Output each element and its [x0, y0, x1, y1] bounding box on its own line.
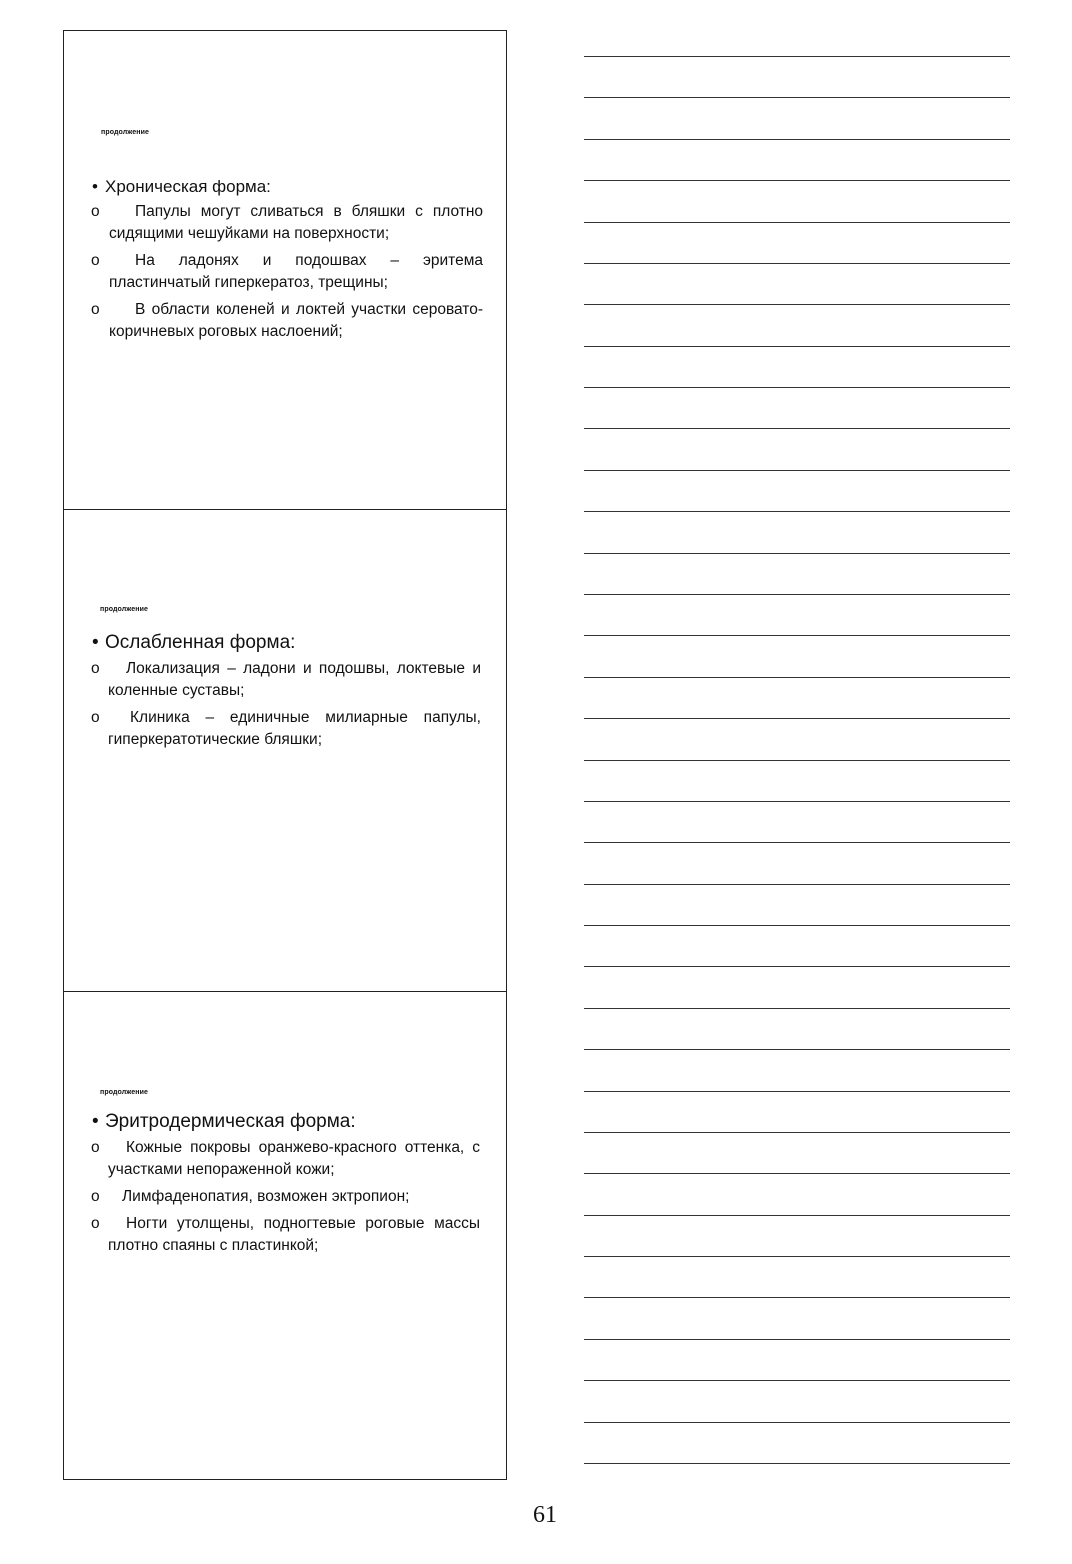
list-marker: о — [91, 1215, 100, 1232]
note-lines — [584, 0, 1010, 1500]
list-item — [88, 1186, 480, 1208]
note-line — [584, 884, 1010, 885]
slide-heading: • Хроническая форма: — [88, 175, 483, 199]
continued-label: продолжение — [100, 1089, 148, 1096]
note-line — [584, 1049, 1010, 1050]
note-line — [584, 470, 1010, 471]
list-item — [88, 201, 483, 245]
page-number: 61 — [533, 1502, 557, 1528]
note-line — [584, 1463, 1010, 1464]
list-item-text: В области коленей и локтей участки серовато-коричневых роговых наслоений; — [109, 301, 483, 340]
list-marker: о — [91, 709, 100, 726]
note-line — [584, 387, 1010, 388]
note-line — [584, 1297, 1010, 1298]
note-line — [584, 304, 1010, 305]
slide-weakened-form — [64, 509, 506, 991]
list-item-text: Клиника – единичные милиарные папулы, гиперкератотические бляшки; — [108, 709, 481, 748]
note-line — [584, 180, 1010, 181]
list-marker: о — [91, 1139, 100, 1156]
note-line — [584, 56, 1010, 57]
note-line — [584, 1173, 1010, 1174]
slide-content — [88, 630, 481, 756]
note-line — [584, 1380, 1010, 1381]
slide-chronic-form — [64, 31, 506, 509]
note-line — [584, 97, 1010, 98]
list-item — [88, 1213, 480, 1257]
list-item — [88, 707, 481, 751]
note-line — [584, 677, 1010, 678]
note-line — [584, 635, 1010, 636]
slide-heading: • Ослабленная форма: — [88, 630, 481, 656]
note-line — [584, 1008, 1010, 1009]
list-marker: о — [91, 252, 100, 269]
note-line — [584, 511, 1010, 512]
list-marker: о — [91, 301, 100, 318]
note-line — [584, 263, 1010, 264]
slide-content — [88, 175, 483, 348]
list-item-text: Папулы могут сливаться в бляшки с плотно сидящими чешуйками на поверхности; — [109, 203, 483, 242]
note-line — [584, 222, 1010, 223]
slide-content — [88, 1109, 480, 1262]
slide-heading: • Эритродермическая форма: — [88, 1109, 480, 1135]
note-line — [584, 1132, 1010, 1133]
note-line — [584, 594, 1010, 595]
note-line — [584, 1422, 1010, 1423]
slide-frame — [63, 30, 507, 1480]
list-item-text: Лимфаденопатия, возможен эктропион; — [122, 1188, 410, 1205]
list-marker: о — [91, 660, 100, 677]
list-item — [88, 299, 483, 343]
slide-erythrodermic-form — [64, 991, 506, 1479]
note-line — [584, 1339, 1010, 1340]
note-line — [584, 553, 1010, 554]
list-item — [88, 250, 483, 294]
continued-label: продолжение — [101, 129, 149, 136]
list-item-text: На ладонях и подошвах – эритема пластинчатый гиперкератоз, трещины; — [109, 252, 483, 291]
list-item-text: Ногти утолщены, подногтевые роговые массы плотно спаяны с пластинкой; — [108, 1215, 480, 1254]
note-line — [584, 842, 1010, 843]
note-line — [584, 760, 1010, 761]
note-line — [584, 1215, 1010, 1216]
note-line — [584, 346, 1010, 347]
continued-label: продолжение — [100, 606, 148, 613]
note-line — [584, 966, 1010, 967]
note-line — [584, 925, 1010, 926]
list-item-text: Локализация – ладони и подошвы, локтевые и коленные суставы; — [108, 660, 481, 699]
list-marker: о — [91, 1188, 100, 1205]
note-line — [584, 1091, 1010, 1092]
list-item — [88, 1137, 480, 1181]
note-line — [584, 428, 1010, 429]
list-item — [88, 658, 481, 702]
list-item-text: Кожные покровы оранжево-красного оттенка, с участками непораженной кожи; — [108, 1139, 480, 1178]
list-marker: о — [91, 203, 100, 220]
note-line — [584, 139, 1010, 140]
note-line — [584, 718, 1010, 719]
note-line — [584, 801, 1010, 802]
note-line — [584, 1256, 1010, 1257]
